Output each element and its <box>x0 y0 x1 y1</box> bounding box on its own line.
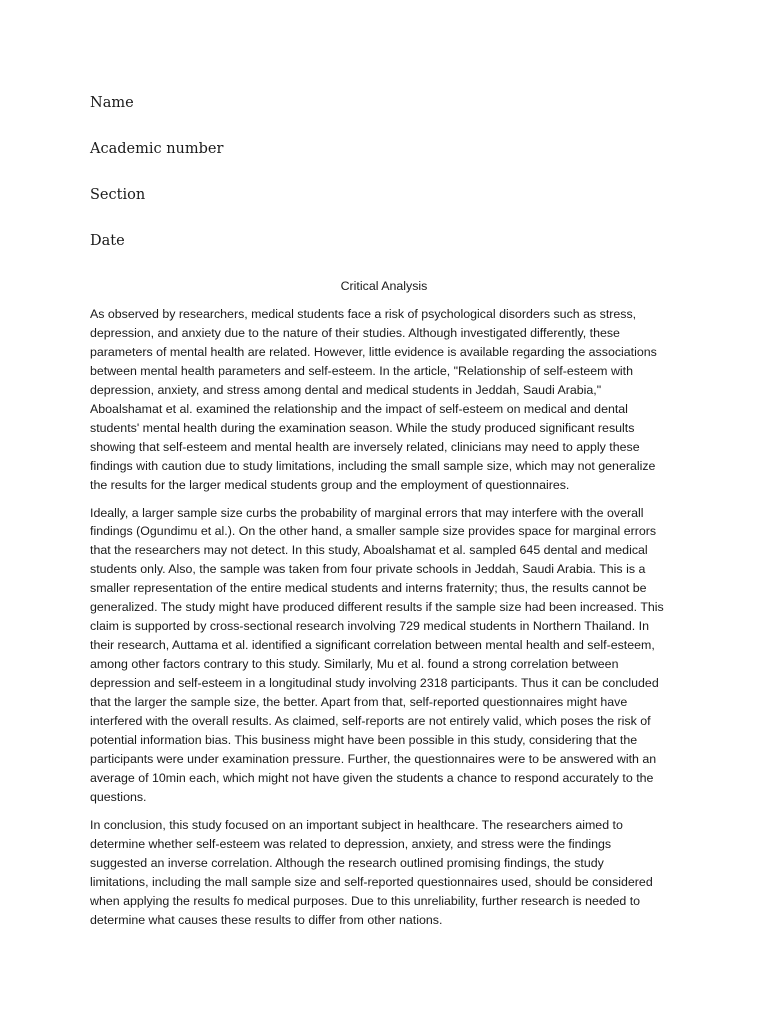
paragraph-line: among other factors contrary to this study. Similarly, Mu et al. found a strong correlation between <box>90 657 619 672</box>
paragraph-line: Ideally, a larger sample size curbs the probability of marginal errors that may interfere with the overall <box>90 505 644 520</box>
paragraph-line: limitations, including the mall sample size and self-reported questionnaires used, should be considered <box>90 874 653 889</box>
paragraph-line: depression and self-esteem in a longitudinal study involving 2318 participants. Thus it can be concluded <box>90 676 659 691</box>
paragraph-line: findings (Ogundimu et al.). On the other hand, a smaller sample size provides space for marginal errors <box>90 524 657 539</box>
paragraph-line: suggested an inverse correlation. Although the research outlined promising findings, the study <box>90 855 604 870</box>
paragraph-line: determine whether self-esteem was related to depression, anxiety, and stress were the findings <box>90 836 612 851</box>
paragraph-line: participants were under examination pressure. Further, the questionnaires were to be answered with an <box>90 751 657 766</box>
paragraph-line: their research, Auttama et al. identified a significant correlation between mental health and self-esteem, <box>90 638 655 653</box>
paragraph-line: when applying the results fo medical purposes. Due to this unreliability, further research is needed to <box>90 893 641 908</box>
paragraph-line: Aboalshamat et al. examined the relationship and the impact of self-esteem on medical and dental <box>90 401 628 416</box>
academic-number-label: Academic number <box>90 141 224 157</box>
paragraph-line: students' mental health during the examination season. While the study produced significant results <box>90 420 635 435</box>
paragraph-line: potential information bias. This business might have been possible in this study, considering that the <box>90 732 638 747</box>
date-label: Date <box>90 233 125 249</box>
paragraph-line: questions. <box>90 789 147 804</box>
name-label: Name <box>90 95 134 111</box>
section-label: Section <box>90 187 146 203</box>
paragraph-line: As observed by researchers, medical students face a risk of psychological disorders such as stress, <box>90 307 637 321</box>
paragraph-line: that the researchers may not detect. In this study, Aboalshamat et al. sampled 645 dental and medical <box>90 543 648 558</box>
body-paragraph <box>90 504 690 807</box>
body-paragraph <box>90 816 690 930</box>
paragraph-line: depression, anxiety, and stress among dental and medical students in Jeddah, Saudi Arabia," <box>90 382 602 397</box>
paragraph-line: parameters of mental health are related. However, little evidence is available regarding the associations <box>90 344 657 359</box>
paragraph-line: interfered with the overall results. As claimed, self-reports are not entirely valid, which poses the risk of <box>90 714 651 729</box>
paragraph-line: findings with caution due to study limitations, including the small sample size, which may not generalize <box>90 458 656 473</box>
paragraph-line: depression, and anxiety due to the nature of their studies. Although investigated differently, these <box>90 325 620 340</box>
paragraph-line: smaller representation of the entire medical students and interns fraternity; thus, the results cannot be <box>90 581 647 596</box>
paragraph-line: average of 10min each, which might not have given the students a chance to respond accurately to the <box>90 770 654 785</box>
paragraph-line: generalized. The study might have produced different results if the sample size had been increased. This <box>90 600 664 615</box>
paragraph-line: showing that self-esteem and mental health are inversely related, clinicians may need to apply these <box>90 439 640 454</box>
document-body <box>90 305 690 939</box>
paragraph-line: determine what causes these results to differ from other nations. <box>90 912 443 927</box>
paragraph-line: In conclusion, this study focused on an important subject in healthcare. The researchers aimed to <box>90 817 623 832</box>
paragraph-line: between mental health parameters and self-esteem. In the article, "Relationship of self-esteem with <box>90 363 633 378</box>
paragraph-line: that the larger the sample size, the better. Apart from that, self-reported questionnaires might have <box>90 695 628 710</box>
document-title: Critical Analysis <box>340 279 428 293</box>
body-paragraph <box>90 305 690 495</box>
paragraph-line: claim is supported by cross-sectional research involving 729 medical students in Northern Thailand. In <box>90 619 650 634</box>
paragraph-line: students only. Also, the sample was taken from four private schools in Jeddah, Saudi Arabia. This is a <box>90 562 646 577</box>
paragraph-line: the results for the larger medical students group and the employment of questionnaires. <box>90 477 570 492</box>
student-info-block <box>90 92 223 276</box>
